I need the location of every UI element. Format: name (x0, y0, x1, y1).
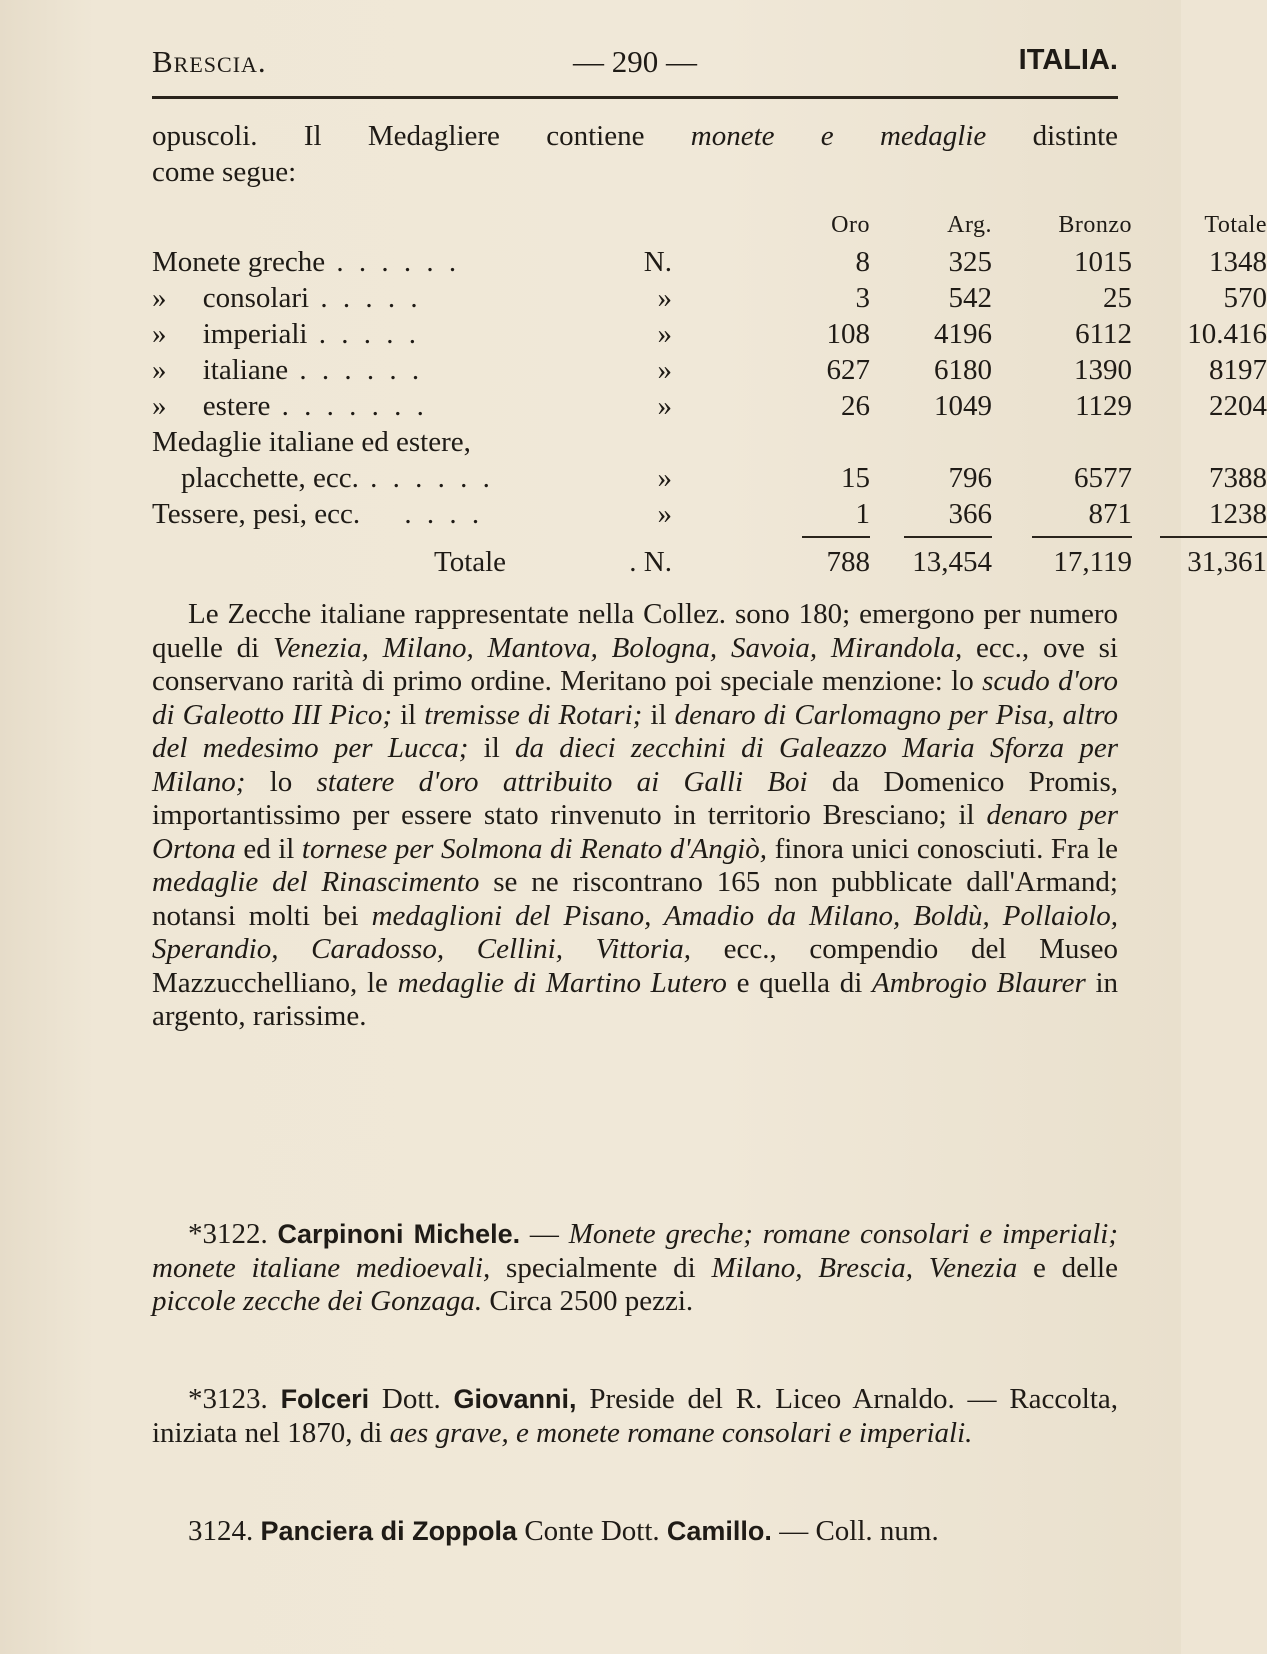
entry-3124: 3124. Panciera di Zoppola Conte Dott. Camillo. — Coll. num. (188, 1515, 939, 1547)
table-header-row (152, 212, 1267, 246)
col-header-totale: Totale (1204, 212, 1267, 238)
table-row: placchette, ecc. . . . . . . » 15 796 6577 7388 (152, 462, 1267, 494)
sum-rules (152, 534, 1118, 544)
running-header (152, 44, 1118, 86)
entry-name: Camillo. (666, 1516, 772, 1546)
sum-rule (1032, 536, 1132, 538)
entry-3123: *3123. Folceri Dott. Giovanni, Preside del R. Liceo Arnaldo. — Raccolta, iniziata nel 1870, di aes grave, e monete romane consolari e imperiali. (152, 1383, 1119, 1449)
table-row: Tessere, pesi, ecc. . . . . » 1 366 871 1238 (152, 498, 1267, 530)
header-country: ITALIA. (1018, 44, 1118, 76)
entry-number: *3123. (188, 1383, 281, 1415)
col-header-bronzo: Bronzo (1058, 212, 1132, 238)
table-row: » consolari . . . . . » 3 542 25 570 (152, 282, 1267, 314)
table-row: » estere . . . . . . . » 26 1049 1129 2204 (152, 390, 1267, 422)
entry-number: *3122. (188, 1218, 278, 1250)
entry-name: Carpinoni Michele. (277, 1219, 521, 1249)
header-rule (152, 96, 1118, 99)
sum-rule (904, 536, 992, 538)
table-total-row: Totale . N. 788 13,454 17,119 31,361 (434, 546, 1267, 578)
intro-line-2: come segue: (152, 156, 297, 188)
entry-name: Giovanni, (453, 1384, 577, 1414)
paragraph-zecche: Le Zecche italiane rappresentate nella Collez. sono 180; emergono per numero quelle di Venezia, Milano, Mantova, Bologna, Savoia, Mirandola, ecc., ove si conservano rarità di primo ordine. Meritano poi speciale menzione: lo scudo d'oro di Galeotto III Pico; il tremisse di Rotari; il denaro di Carlomagno per Pisa, altro del medesimo per Lucca; il da dieci zecchini di Galeazzo Maria Sforza per Milano; lo statere d'oro attribuito ai Galli Boi da Domenico Promis, importantissimo per essere stato rinvenuto in territorio Bresciano; il denaro per Ortona ed il tornese per Solmona di Renato d'Angiò, finora unici conosciuti. Fra le medaglie del Rinascimento se ne riscontrano 165 non pubblicate dall'Armand; notansi molti bei medaglioni del Pisano, Amadio da Milano, Boldù, Pollaiolo, Sperandio, Caradosso, Cellini, Vittoria, ecc., compendio del Museo Mazzucchelliano, le medaglie di Martino Lutero e quella di Ambrogio Blaurer in argento, rarissime. (152, 598, 1119, 1032)
collection-table (152, 212, 1267, 586)
entry-name: Panciera di Zoppola (260, 1516, 518, 1546)
col-header-arg: Arg. (947, 212, 992, 238)
table-row: Medaglie italiane ed estere, (152, 426, 471, 458)
entry-name: Folceri (280, 1384, 370, 1414)
entry-number: 3124. (188, 1515, 261, 1547)
page-number: — 290 — (573, 44, 697, 79)
entry-3122: *3122. Carpinoni Michele. — Monete greche; romane consolari e imperiali; monete italiane medioevali, specialmente di Milano, Brescia, Venezia e delle piccole zecche dei Gonzaga. Circa 2500 pezzi. (152, 1218, 1119, 1317)
table-row: » italiane . . . . . . » 627 6180 1390 8197 (152, 354, 1267, 386)
col-header-oro: Oro (831, 212, 870, 238)
header-city: Brescia. (152, 44, 267, 79)
sum-rule (802, 536, 870, 538)
table-row: » imperiali . . . . . » 108 4196 6112 10.416 (152, 318, 1267, 350)
sum-rule (1160, 536, 1267, 538)
intro-line-1: opuscoli. Il Medagliere contiene monete e medaglie distinte (152, 120, 1118, 152)
table-row: Monete greche . . . . . . N. 8 325 1015 1348 (152, 246, 1267, 278)
